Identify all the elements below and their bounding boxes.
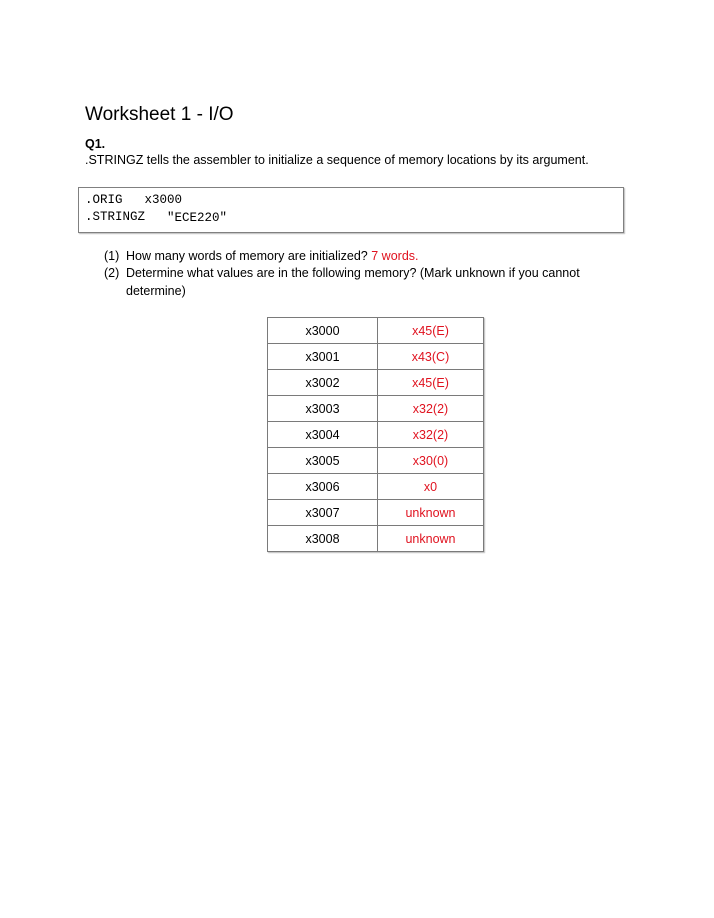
subquestion-1 bbox=[104, 247, 419, 265]
memory-table bbox=[267, 317, 484, 552]
memory-value-cell: x30(0) bbox=[378, 448, 484, 474]
code-directive-orig: .ORIG bbox=[85, 193, 123, 207]
subquestion-text: How many words of memory are initialized? bbox=[126, 249, 368, 263]
memory-value-cell: x32(2) bbox=[378, 422, 484, 448]
table-row bbox=[268, 370, 484, 396]
memory-address-cell: x3001 bbox=[268, 344, 378, 370]
table-row bbox=[268, 344, 484, 370]
memory-value-cell: x45(E) bbox=[378, 318, 484, 344]
page-title: Worksheet 1 - I/O bbox=[85, 104, 234, 125]
subquestion-number: (1) bbox=[104, 249, 120, 263]
memory-value-cell: x45(E) bbox=[378, 370, 484, 396]
code-directive-stringz: .STRINGZ bbox=[85, 210, 146, 224]
question-label: Q1. bbox=[85, 137, 106, 151]
table-row bbox=[268, 422, 484, 448]
code-arg-orig: x3000 bbox=[144, 193, 183, 207]
table-row bbox=[268, 318, 484, 344]
subquestion-text: Determine what values are in the following memory? (Mark unknown if you cannot determine) bbox=[126, 266, 580, 298]
subquestion-number: (2) bbox=[104, 266, 120, 280]
code-arg-stringz: "ECE220" bbox=[167, 211, 228, 225]
memory-address-cell: x3006 bbox=[268, 474, 378, 500]
table-row bbox=[268, 474, 484, 500]
memory-address-cell: x3008 bbox=[268, 526, 378, 552]
code-line-stringz bbox=[85, 210, 227, 225]
memory-value-cell: x0 bbox=[378, 474, 484, 500]
memory-value-cell: unknown bbox=[378, 500, 484, 526]
memory-address-cell: x3005 bbox=[268, 448, 378, 474]
memory-table-body bbox=[268, 318, 484, 552]
code-line-orig bbox=[85, 193, 182, 208]
table-row bbox=[268, 500, 484, 526]
code-block bbox=[78, 187, 624, 233]
memory-address-cell: x3004 bbox=[268, 422, 378, 448]
table-row bbox=[268, 526, 484, 552]
memory-value-cell: x43(C) bbox=[378, 344, 484, 370]
subquestion-2 bbox=[104, 264, 604, 300]
table-row bbox=[268, 396, 484, 422]
table-row bbox=[268, 448, 484, 474]
memory-address-cell: x3002 bbox=[268, 370, 378, 396]
subquestion-text-wrapper bbox=[126, 247, 419, 265]
subquestion-answer: 7 words. bbox=[371, 249, 419, 263]
memory-address-cell: x3003 bbox=[268, 396, 378, 422]
question-description: .STRINGZ tells the assembler to initialize a sequence of memory locations by its argument. bbox=[85, 153, 589, 167]
memory-value-cell: x32(2) bbox=[378, 396, 484, 422]
memory-address-cell: x3000 bbox=[268, 318, 378, 344]
memory-address-cell: x3007 bbox=[268, 500, 378, 526]
memory-value-cell: unknown bbox=[378, 526, 484, 552]
